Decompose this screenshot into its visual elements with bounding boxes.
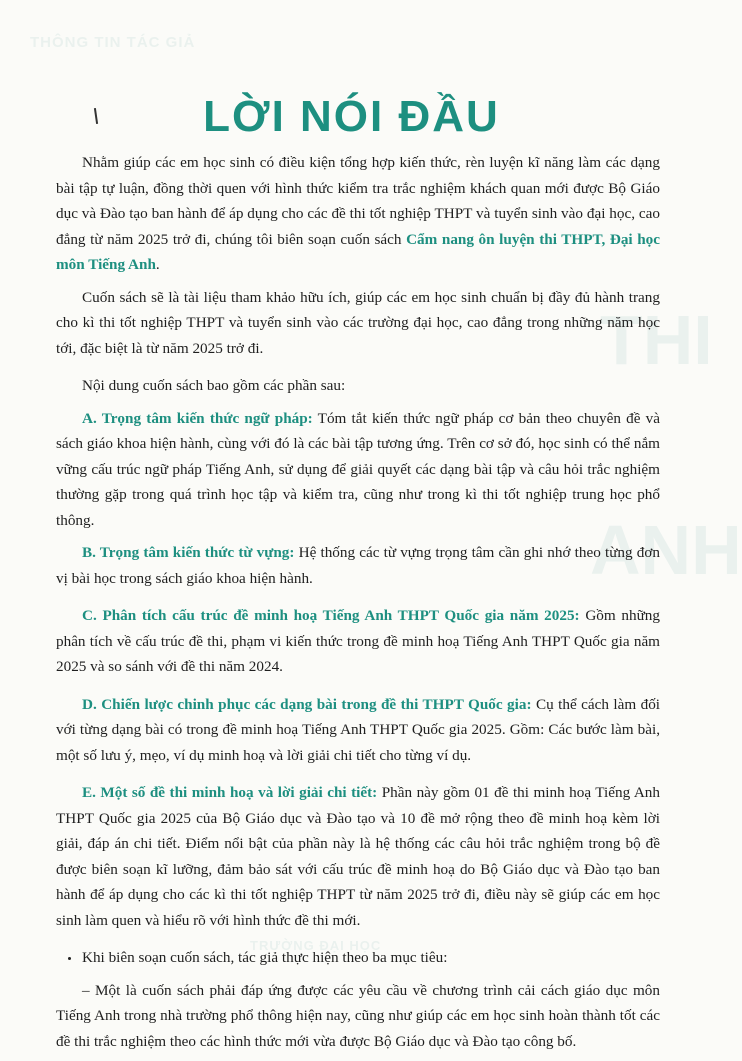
goals-intro bbox=[56, 945, 660, 971]
section-a bbox=[56, 406, 660, 534]
show-through-text: ANH bbox=[590, 511, 742, 589]
show-through-text: THI bbox=[600, 301, 713, 379]
intro-paragraph bbox=[56, 150, 660, 278]
section-b-text: Hệ thống các từ vựng trọng tâm cần ghi nhớ theo từng đơn vị bài học trong sách giáo khoa hiện hành. bbox=[56, 544, 660, 587]
goals-intro-text: Khi biên soạn cuốn sách, tác giả thực hiện theo ba mục tiêu: bbox=[82, 949, 448, 966]
section-e-heading: E. Một số đề thi minh hoạ và lời giải chi tiết: bbox=[82, 784, 378, 801]
intro-text: Nhằm giúp các em học sinh có điều kiện tổng hợp kiến thức, rèn luyện kĩ năng làm các dạng bài tập tự luận, đồng thời quen với hình thức kiểm tra trắc nghiệm khách quan mới được Bộ Giáo dục và Đào tạo ban hành để áp dụng cho các đề thi tốt nghiệp THPT và tuyển sinh vào đại học, cao đẳng từ năm 2025 trở đi, chúng tôi biên soạn cuốn sách bbox=[56, 154, 660, 248]
section-e-text: Phần này gồm 01 đề thi minh hoạ Tiếng Anh THPT Quốc gia 2025 của Bộ Giáo dục và Đào tạo và 10 đề mở rộng theo đề minh hoạ kèm lời giải, đáp án chi tiết. Điểm nổi bật của phần này là hệ thống các câu hỏi trắc nghiệm trong bộ đề được biên soạn kĩ lưỡng, đảm bảo sát với cấu trúc đề minh hoạ do Bộ Giáo dục và Đào tạo ban hành để áp dụng cho các kì thi tốt nghiệp THPT từ năm 2025 trở đi, điều này sẽ giúp các em học sinh làm quen và hiểu rõ với hình thức đề thi mới. bbox=[56, 784, 660, 929]
section-d-heading: D. Chiến lược chinh phục các dạng bài trong đề thi THPT Quốc gia: bbox=[82, 695, 532, 713]
purpose-paragraph: Cuốn sách sẽ là tài liệu tham khảo hữu ích, giúp các em học sinh chuẩn bị đầy đủ hành trang cho kì thi tốt nghiệp THPT và tuyển sinh vào các trường đại học, cao đẳng trong những năm học tới, đặc biệt là từ năm 2025 trở đi. bbox=[56, 288, 660, 357]
preface-body bbox=[56, 150, 660, 1061]
section-e bbox=[56, 780, 660, 933]
book-title: Cẩm nang ôn luyện thi THPT, Đại học môn Tiếng Anh bbox=[56, 230, 661, 273]
section-b bbox=[56, 540, 660, 591]
page-title: LỜI NÓI ĐẦU bbox=[203, 92, 500, 141]
section-d-text: Cụ thể cách làm đối với từng dạng bài có trong đề minh hoạ Tiếng Anh THPT Quốc gia 2025. Gồm: Các bước làm bài, một số lưu ý, mẹo, ví dụ minh hoạ và lời giải chi tiết cho từng ví dụ. bbox=[56, 695, 661, 764]
section-c bbox=[56, 603, 660, 680]
show-through-text: THÔNG TIN TÁC GIẢ bbox=[30, 34, 196, 51]
section-a-text: Tóm tắt kiến thức ngữ pháp cơ bản theo chuyên đề và sách giáo khoa hiện hành, cùng với đó là các bài tập tương ứng. Trên cơ sở đó, học sinh có thể nắm vững cấu trúc ngữ pháp Tiếng Anh, sử dụng để giải quyết các dạng bài tập và câu hỏi trắc nghiệm thường gặp trong quá trình học tập và kiểm tra, cũng như trong kì thi tốt nghiệp trung học phổ thông. bbox=[56, 409, 661, 529]
section-a-heading: A. Trọng tâm kiến thức ngữ pháp: bbox=[82, 409, 313, 427]
bullet-dot-icon bbox=[68, 957, 71, 960]
show-through-text: TRƯỜNG ĐẠI HỌC bbox=[250, 938, 382, 953]
section-c-heading: C. Phân tích cấu trúc đề minh hoạ Tiếng Anh THPT Quốc gia năm 2025: bbox=[82, 607, 580, 624]
section-b-heading: B. Trọng tâm kiến thức từ vựng: bbox=[82, 544, 295, 561]
contents-intro: Nội dung cuốn sách bao gồm các phần sau: bbox=[82, 377, 346, 394]
section-d bbox=[56, 692, 660, 769]
section-c-text: Gồm những phân tích về cấu trúc đề thi, phạm vi kiến thức trong đề minh hoạ Tiếng Anh THPT Quốc gia năm 2025 và so sánh với đề thi năm 2024. bbox=[56, 607, 660, 675]
intro-end: . bbox=[155, 256, 160, 273]
goal-one: – Một là cuốn sách phải đáp ứng được các yêu cầu về chương trình cải cách giáo dục môn Tiếng Anh trong nhà trường phổ thông hiện nay, cũng như giúp các em học sinh hoàn thành tốt các đề thi trắc nghiệm theo các hình thức mới vừa được Bộ Giáo dục và Đào tạo công bố. bbox=[56, 981, 660, 1050]
